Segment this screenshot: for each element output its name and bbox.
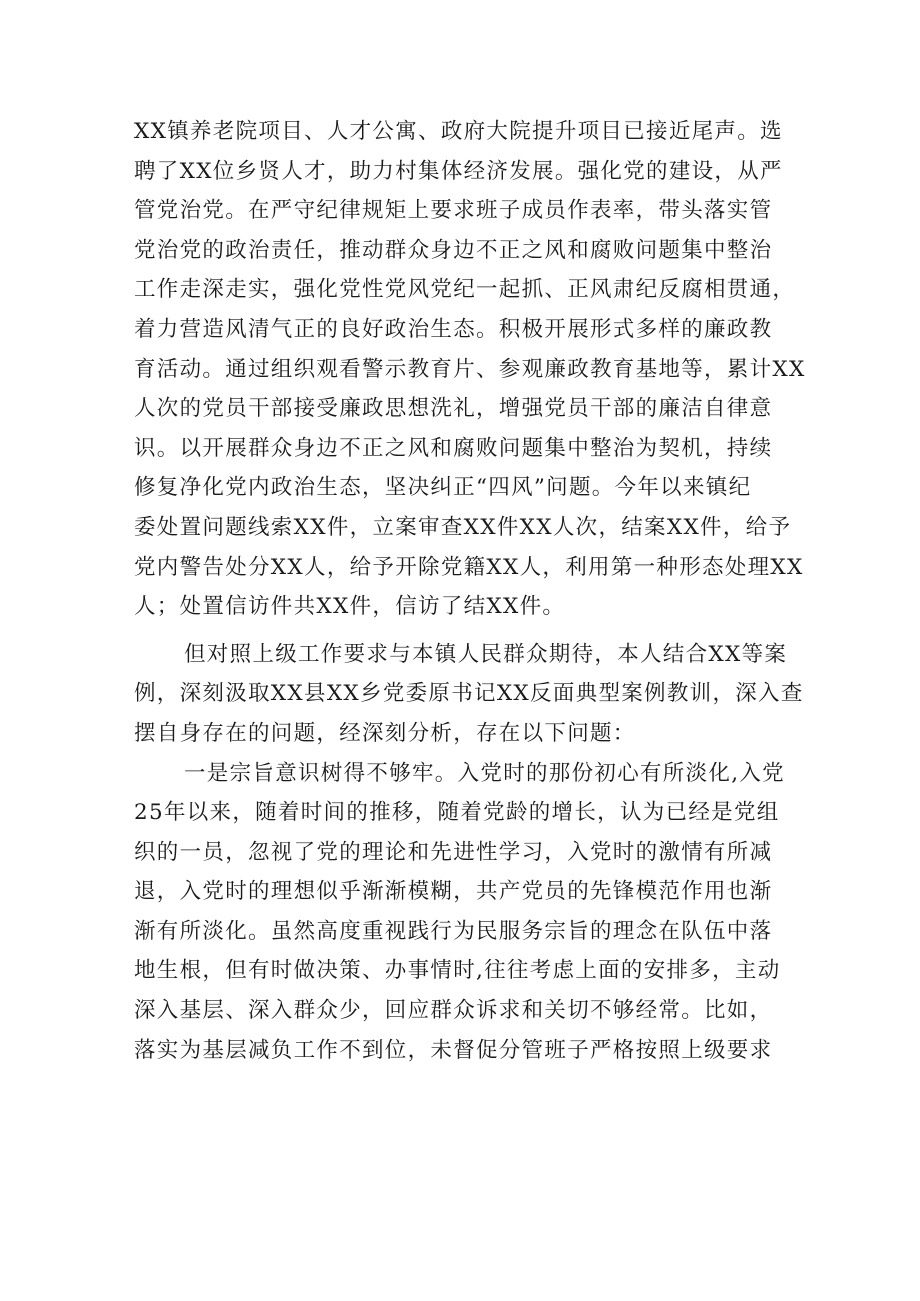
text-line: 聘了XX位乡贤人才，助力村集体经济发展。强化党的建设，从严 (134, 158, 783, 184)
text-line: 育活动。通过组织观看警示教育片、参观廉政教育基地等，累计XX (134, 356, 806, 382)
text-line: 党内警告处分XX人，给予开除党籍XX人，利用第一种形态处理XX (134, 554, 804, 580)
paragraph-1 (134, 112, 806, 627)
text-line: 退，入党时的理想似乎渐渐模糊，共产党员的先锋模范作用也渐 (134, 879, 773, 905)
text-line: 修复净化党内政治生态，坚决纠正“四风”问题。今年以来镇纪 (134, 475, 752, 501)
text-line-first: 一是宗旨意识树得不够牢。入党时的那份初心有所淡化,入党 (184, 760, 785, 786)
text-line: 人；处置信访件共XX件，信访了结XX件。 (134, 594, 566, 620)
paragraph-2 (134, 635, 804, 754)
text-line: 织的一员，忽视了党的理论和先进性学习，入党时的激情有所减 (134, 839, 773, 865)
text-line: 例，深刻汲取XX县XX乡党委原书记XX反面典型案例教训，深入查 (134, 681, 804, 707)
text-line: 委处置问题线索XX件，立案审查XX件XX人次，结案XX件，给予 (134, 514, 792, 540)
text-line: 渐有所淡化。虽然高度重视践行为民服务宗旨的理念在队伍中落 (134, 918, 773, 944)
text-line: 25年以来，随着时间的推移，随着党龄的增长，认为已经是党组 (134, 800, 780, 826)
text-line: 摆自身存在的问题，经深刻分析，存在以下问题： (134, 720, 636, 746)
text-line: 工作走深走实，强化党性党风党纪一起抓、正风肃纪反腐相贯通， (134, 277, 796, 303)
text-line: 管党治党。在严守纪律规矩上要求班子成员作表率，带头落实管 (134, 198, 773, 224)
text-line-first: 但对照上级工作要求与本镇人民群众期待，本人结合XX等案 (184, 641, 788, 667)
text-line: 着力营造风清气正的良好政治生态。积极开展形式多样的廉政教 (134, 316, 773, 342)
text-line: 党治党的政治责任，推动群众身边不正之风和腐败问题集中整治 (134, 237, 773, 263)
text-line: 识。以开展群众身边不正之风和腐败问题集中整治为契机，持续 (134, 435, 773, 461)
text-line: XX镇养老院项目、人才公寓、政府大院提升项目已接近尾声。选 (134, 119, 783, 144)
document-body (134, 112, 806, 1070)
paragraph-spacer (134, 627, 794, 635)
text-line: 地生根，但有时做决策、办事情时,往往考虑上面的安排多，主动 (134, 958, 781, 984)
text-line: 人次的党员干部接受廉政思想洗礼，增强党员干部的廉洁自律意 (134, 396, 773, 422)
text-line: 落实为基层减负工作不到位，未督促分管班子严格按照上级要求 (134, 1037, 773, 1063)
text-line: 深入基层、深入群众少，回应群众诉求和关切不够经常。比如， (134, 998, 773, 1024)
paragraph-3 (134, 754, 794, 1071)
